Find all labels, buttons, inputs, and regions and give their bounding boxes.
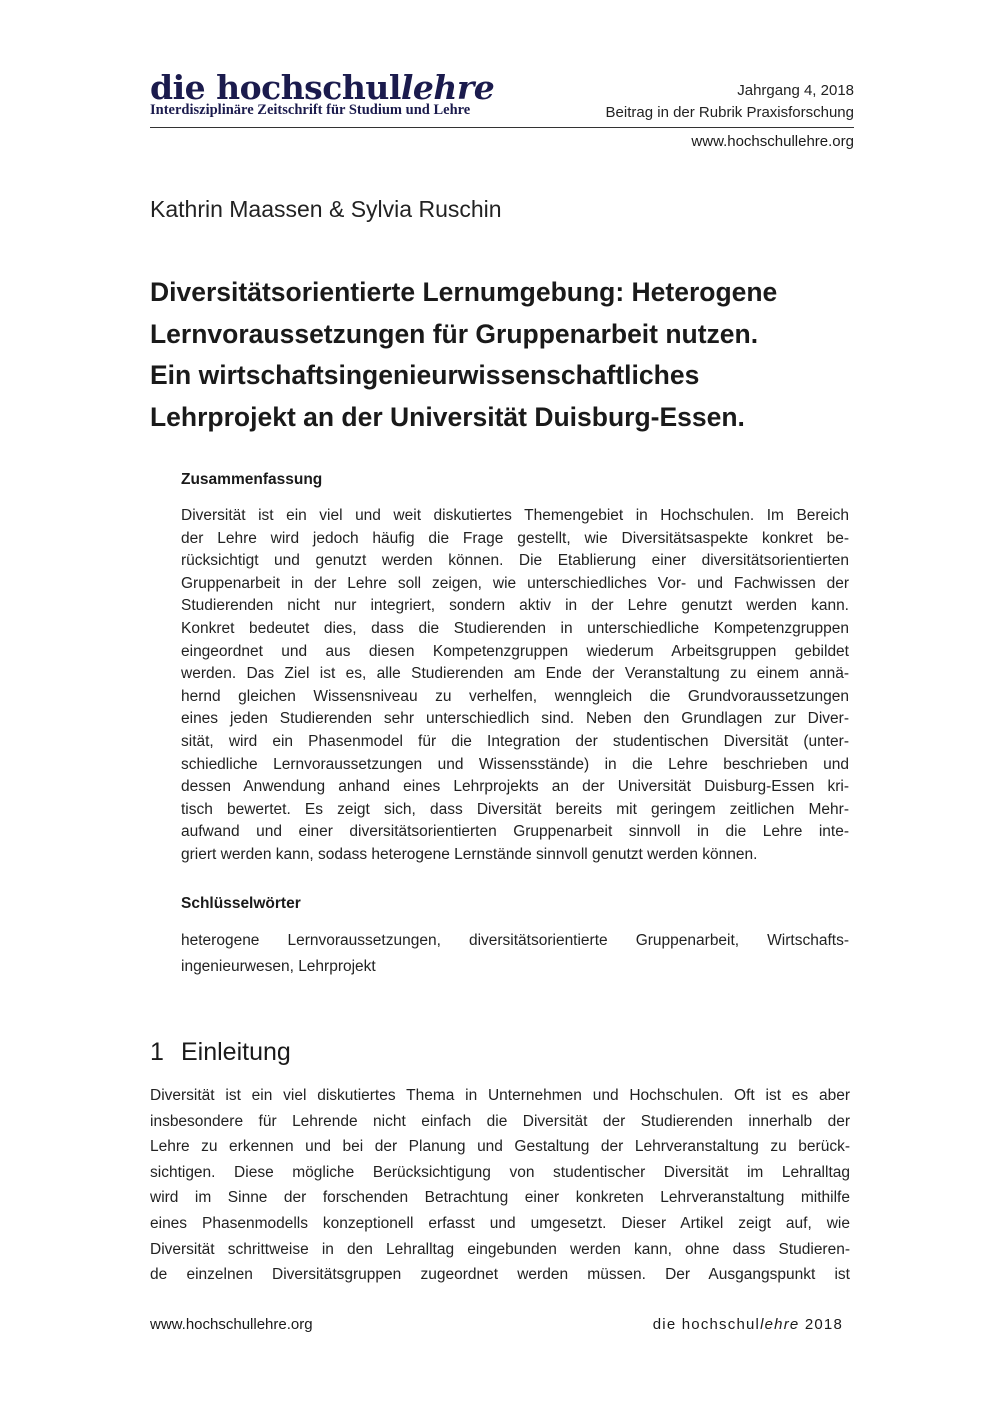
footer-brand [653,1315,843,1335]
footer-brand-prefix: die hochschul [652,1316,761,1333]
section-body [150,1083,850,1288]
logo-italic: lehre [400,68,495,107]
abstract-line: aufwand und einer diversitätsorientierten Gruppenarbeit sinnvoll in die Lehre inte- [181,823,849,841]
abstract-line: rücksichtigt und genutzt werden können. Die Etablierung einer diversitätsorientierten [181,552,849,570]
body-line: Diversität schrittweise in den Lehralltag eingebunden werden kann, ohne dass Studieren- [150,1240,850,1258]
header-divider [150,127,854,128]
abstract-line: Konkret bedeutet dies, dass die Studierenden in unterschiedliche Kompetenzgruppen [181,619,849,637]
abstract-heading: Zusammenfassung [181,471,323,488]
section-number: 1 [150,1038,164,1066]
abstract-line: sität, wird ein Phasenmodel für die Integration der studentischen Diversität (unter- [181,732,849,750]
abstract-line: schiedliche Lernvoraussetzungen und Wissensstände) in die Lehre beschrieben und [181,755,849,773]
abstract-line: hernd gleichen Wissensniveau zu verhelfen, wenngleich die Grundvoraussetzungen [181,687,849,705]
body-line: Diversität ist ein viel diskutiertes Thema in Unternehmen und Hochschulen. Oft ist es aber [150,1087,850,1104]
abstract-line: Studierenden nicht nur integriert, sondern aktiv in der Lehre genutzt werden kann. [181,597,849,615]
abstract-body [181,505,849,867]
journal-url: www.hochschullehre.org [691,133,854,150]
title-line: Diversitätsorientierte Lernumgebung: Heterogene [150,277,778,307]
volume-info: Jahrgang 4, 2018 [737,82,854,99]
body-line: de einzelnen Diversitätsgruppen zugeordnet werden müssen. Der Ausgangspunkt ist [150,1266,850,1284]
title-line: Lernvoraussetzungen für Gruppenarbeit nutzen. [150,318,759,349]
body-line: Lehre zu erkennen und bei der Planung und Gestaltung der Lehrveranstaltung zu berück- [150,1138,850,1156]
abstract-line: dessen Anwendung anhand eines Lehrprojekts an der Universität Duisburg-Essen kri- [181,778,849,796]
keywords-line: heterogene Lernvoraussetzungen, diversitätsorientierte Gruppenarbeit, Wirtschafts- [181,932,849,949]
article-title [150,272,850,438]
abstract-line: eines jeden Studierenden sehr unterschiedlich sind. Neben den Grundlagen zur Diver- [181,710,849,728]
abstract-line: tisch bewertet. Es zeigt sich, dass Diversität bereits mit geringem zeitlichen Mehr- [181,800,849,818]
authors: Kathrin Maassen & Sylvia Ruschin [150,196,502,222]
journal-meta [606,80,854,124]
journal-subtitle: Interdisziplinäre Zeitschrift für Studium und Lehre [150,102,471,118]
abstract-line: eingeordnet und aus diesen Kompetenzgruppen wiederum Arbeitsgruppen gebildet [181,642,849,660]
rubric-info: Beitrag in der Rubrik Praxisforschung [605,104,854,121]
footer-url: www.hochschullehre.org [150,1316,313,1333]
keywords-body [181,928,849,980]
logo-prefix: die hochschul [150,68,401,107]
section-title: Einleitung [181,1038,291,1066]
abstract-line: Gruppenarbeit in der Lehre soll zeigen, wie unterschiedliches Vor- und Fachwissen der [181,574,849,592]
body-line: insbesondere für Lehrende nicht einfach die Diversität der Studierenden innerhalb der [150,1112,850,1130]
title-line: Ein wirtschaftsingenieurwissenschaftliches [150,360,700,390]
body-line: wird im Sinne der forschenden Betrachtung einer konkreten Lehrveranstaltung mithilfe [150,1189,850,1207]
abstract-line: der Lehre wird jedoch häufig die Frage gestellt, wie Diversitätsaspekte konkret be- [181,529,849,547]
section-heading [150,1036,291,1068]
body-line: eines Phasenmodells konzeptionell erfasst und umgesetzt. Dieser Artikel zeigt auf, wie [150,1214,850,1232]
body-line: sichtigen. Diese mögliche Berücksichtigung von studentischer Diversität im Lehralltag [150,1163,850,1181]
abstract-line: werden. Das Ziel ist es, alle Studierenden am Ende der Veranstaltung zu einem annä- [181,665,849,683]
abstract-line: Diversität ist ein viel und weit diskutiertes Themengebiet in Hochschulen. Im Bereich [181,507,849,524]
footer-brand-italic: lehre [760,1316,800,1333]
abstract-line: griert werden kann, sodass heterogene Lernstände sinnvoll genutzt werden können. [181,845,758,863]
title-line: Lehrprojekt an der Universität Duisburg-Essen. [150,401,745,432]
keywords-line: ingenieurwesen, Lehrprojekt [181,958,376,975]
footer-year: 2018 [804,1316,843,1333]
keywords-heading: Schlüsselwörter [181,895,301,912]
